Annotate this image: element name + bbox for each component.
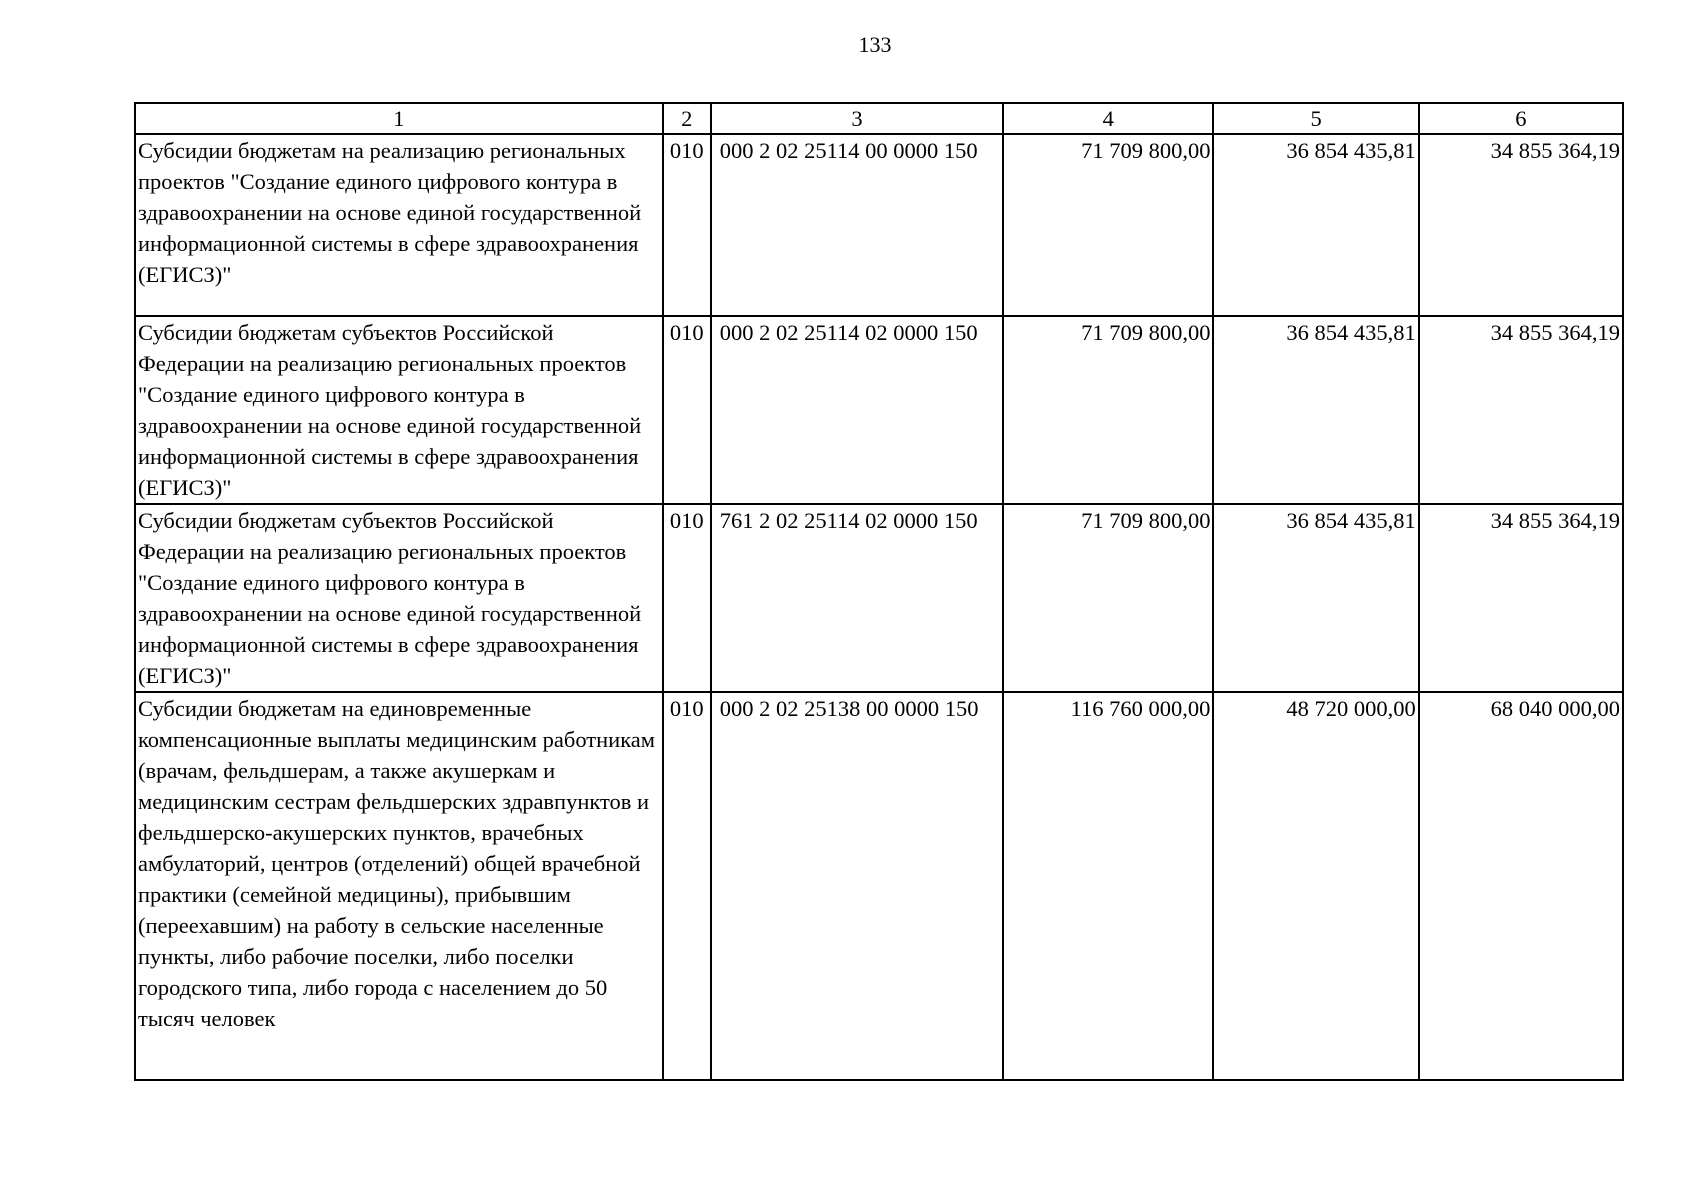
header-col-1: 1: [135, 103, 663, 134]
header-col-5: 5: [1213, 103, 1418, 134]
table-row: [135, 316, 1623, 504]
row-col4-value: 71 709 800,00: [1003, 316, 1213, 504]
row-col6-value: 34 855 364,19: [1419, 134, 1623, 316]
row-name: Субсидии бюджетам субъектов Российской Федерации на реализацию региональных проектов "Создание единого цифрового контура в здравоохранении на основе единой государственной информационной системы в сфере здравоохранения (ЕГИСЗ)": [135, 316, 663, 504]
row-name: Субсидии бюджетам на единовременные компенсационные выплаты медицинским работникам (врачам, фельдшерам, а также акушеркам и медицинским сестрам фельдшерских здравпунктов и фельдшерско-акушерских пунктов, врачебных амбулаторий, центров (отделений) общей врачебной практики (семейной медицины), прибывшим (переехавшим) на работу в сельские населенные пункты, либо рабочие поселки, либо поселки городского типа, либо города с населением до 50 тысяч человек: [135, 692, 663, 1080]
row-name: Субсидии бюджетам субъектов Российской Федерации на реализацию региональных проектов "Создание единого цифрового контура в здравоохранении на основе единой государственной информационной системы в сфере здравоохранения (ЕГИСЗ)": [135, 504, 663, 692]
row-kbk-code: 761 2 02 25114 02 0000 150: [711, 504, 1003, 692]
row-kbk-code: 000 2 02 25138 00 0000 150: [711, 692, 1003, 1080]
row-col6-value: 34 855 364,19: [1419, 504, 1623, 692]
table-row: [135, 692, 1623, 1080]
header-col-3: 3: [711, 103, 1003, 134]
row-col5-value: 36 854 435,81: [1213, 134, 1418, 316]
row-admin-code: 010: [663, 504, 711, 692]
header-col-2: 2: [663, 103, 711, 134]
row-col5-value: 36 854 435,81: [1213, 504, 1418, 692]
row-col5-value: 48 720 000,00: [1213, 692, 1418, 1080]
row-admin-code: 010: [663, 134, 711, 316]
budget-table: [134, 102, 1624, 1081]
table-row: [135, 134, 1623, 316]
header-row: [135, 103, 1623, 134]
row-col4-value: 71 709 800,00: [1003, 504, 1213, 692]
row-col6-value: 68 040 000,00: [1419, 692, 1623, 1080]
row-col4-value: 71 709 800,00: [1003, 134, 1213, 316]
row-name: Субсидии бюджетам на реализацию региональных проектов "Создание единого цифрового контура в здравоохранении на основе единой государственной информационной системы в сфере здравоохранения (ЕГИСЗ)": [135, 134, 663, 316]
row-col5-value: 36 854 435,81: [1213, 316, 1418, 504]
row-admin-code: 010: [663, 316, 711, 504]
header-col-4: 4: [1003, 103, 1213, 134]
row-col4-value: 116 760 000,00: [1003, 692, 1213, 1080]
table-row: [135, 504, 1623, 692]
header-col-6: 6: [1419, 103, 1623, 134]
row-kbk-code: 000 2 02 25114 02 0000 150: [711, 316, 1003, 504]
row-col6-value: 34 855 364,19: [1419, 316, 1623, 504]
row-admin-code: 010: [663, 692, 711, 1080]
row-kbk-code: 000 2 02 25114 00 0000 150: [711, 134, 1003, 316]
page-number: 133: [858, 32, 892, 57]
